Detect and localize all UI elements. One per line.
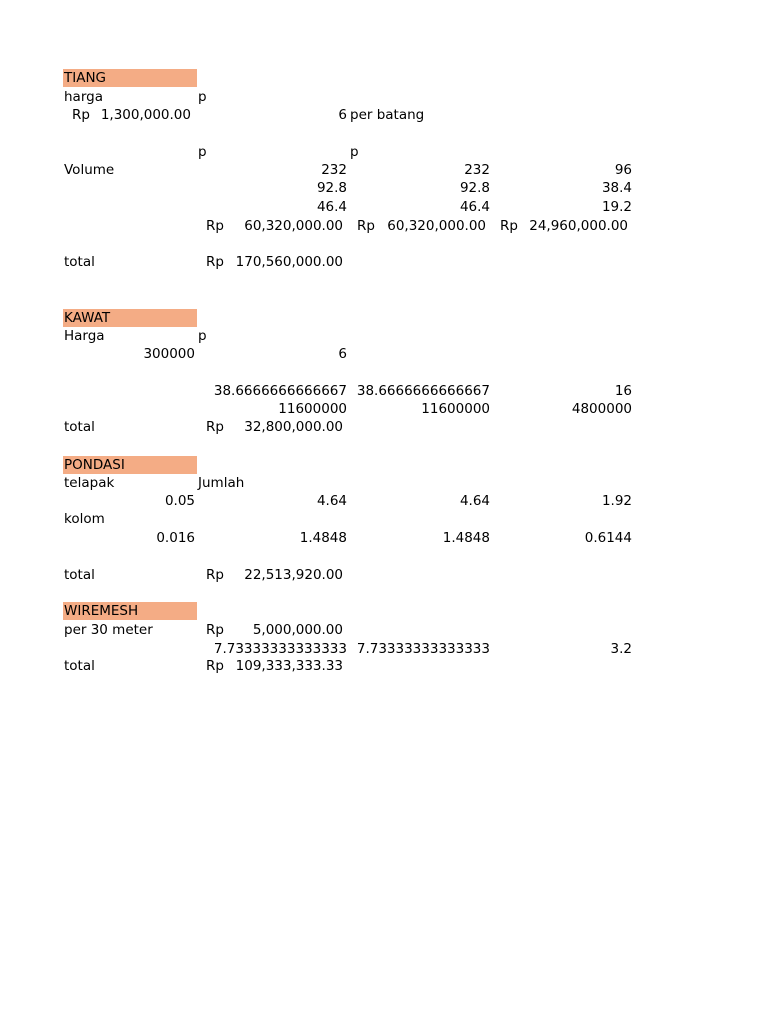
table-cell[interactable]: 92.8 <box>316 180 347 196</box>
total-label[interactable]: total <box>64 254 95 270</box>
currency-label: Rp <box>206 622 224 638</box>
section-header-wiremesh[interactable]: WIREMESH <box>63 602 197 620</box>
subtotal-cell[interactable]: 24,960,000.00 <box>529 218 628 234</box>
table-cell[interactable]: 0.05 <box>164 493 195 509</box>
table-cell[interactable]: 7.73333333333333 <box>213 641 347 657</box>
table-cell[interactable]: 96 <box>614 162 632 178</box>
table-cell[interactable]: 232 <box>321 162 347 178</box>
harga-label[interactable]: harga <box>64 89 103 105</box>
table-cell[interactable]: 4800000 <box>571 401 632 417</box>
price-cell[interactable]: 1,300,000.00 <box>100 107 191 123</box>
table-cell[interactable]: 1.4848 <box>299 530 347 546</box>
table-cell[interactable]: 4.64 <box>459 493 490 509</box>
table-cell[interactable]: 19.2 <box>601 199 632 215</box>
table-cell[interactable]: 7.73333333333333 <box>356 641 490 657</box>
table-cell[interactable]: 0.6144 <box>584 530 632 546</box>
total-label[interactable]: total <box>64 658 95 674</box>
p-label[interactable]: p <box>350 144 359 160</box>
currency-label: Rp <box>206 419 224 435</box>
qty-cell[interactable]: 6 <box>338 346 347 362</box>
table-cell[interactable]: 232 <box>464 162 490 178</box>
total-label[interactable]: total <box>64 567 95 583</box>
currency-label: Rp <box>206 254 224 270</box>
table-cell[interactable]: 38.6666666666667 <box>356 383 490 399</box>
table-cell[interactable]: 38.6666666666667 <box>213 383 347 399</box>
table-cell[interactable]: 38.4 <box>601 180 632 196</box>
section-header-tiang[interactable]: TIANG <box>63 69 197 87</box>
table-cell[interactable]: 1.4848 <box>442 530 490 546</box>
currency-label: Rp <box>357 218 375 234</box>
telapak-label[interactable]: telapak <box>64 475 115 491</box>
qty-cell[interactable]: 6 <box>338 107 347 123</box>
harga-label[interactable]: Harga <box>64 328 105 344</box>
table-cell[interactable]: 46.4 <box>459 199 490 215</box>
section-header-kawat[interactable]: KAWAT <box>63 309 197 327</box>
p-label[interactable]: p <box>198 89 207 105</box>
p-label[interactable]: p <box>198 144 207 160</box>
currency-label: Rp <box>72 107 90 123</box>
currency-label: Rp <box>500 218 518 234</box>
total-cell[interactable]: 32,800,000.00 <box>244 419 343 435</box>
currency-label: Rp <box>206 567 224 583</box>
table-cell[interactable]: 92.8 <box>459 180 490 196</box>
total-label[interactable]: total <box>64 419 95 435</box>
total-cell[interactable]: 109,333,333.33 <box>235 658 343 674</box>
total-cell[interactable]: 170,560,000.00 <box>235 254 343 270</box>
currency-label: Rp <box>206 658 224 674</box>
currency-label: Rp <box>206 218 224 234</box>
p-label[interactable]: p <box>198 328 207 344</box>
unit-cell[interactable]: per batang <box>350 107 425 123</box>
total-cell[interactable]: 22,513,920.00 <box>244 567 343 583</box>
table-cell[interactable]: 46.4 <box>316 199 347 215</box>
kolom-label[interactable]: kolom <box>64 511 105 527</box>
table-cell[interactable]: 0.016 <box>156 530 195 546</box>
jumlah-label[interactable]: Jumlah <box>198 475 245 491</box>
section-header-pondasi[interactable]: PONDASI <box>63 456 197 474</box>
table-cell[interactable]: 11600000 <box>421 401 490 417</box>
price-cell[interactable]: 5,000,000.00 <box>252 622 343 638</box>
volume-label[interactable]: Volume <box>64 162 115 178</box>
table-cell[interactable]: 11600000 <box>278 401 347 417</box>
table-cell[interactable]: 3.2 <box>610 641 632 657</box>
table-cell[interactable]: 1.92 <box>601 493 632 509</box>
per-30-meter-label[interactable]: per 30 meter <box>64 622 153 638</box>
price-cell[interactable]: 300000 <box>143 346 195 362</box>
table-cell[interactable]: 16 <box>614 383 632 399</box>
subtotal-cell[interactable]: 60,320,000.00 <box>387 218 486 234</box>
subtotal-cell[interactable]: 60,320,000.00 <box>244 218 343 234</box>
table-cell[interactable]: 4.64 <box>316 493 347 509</box>
